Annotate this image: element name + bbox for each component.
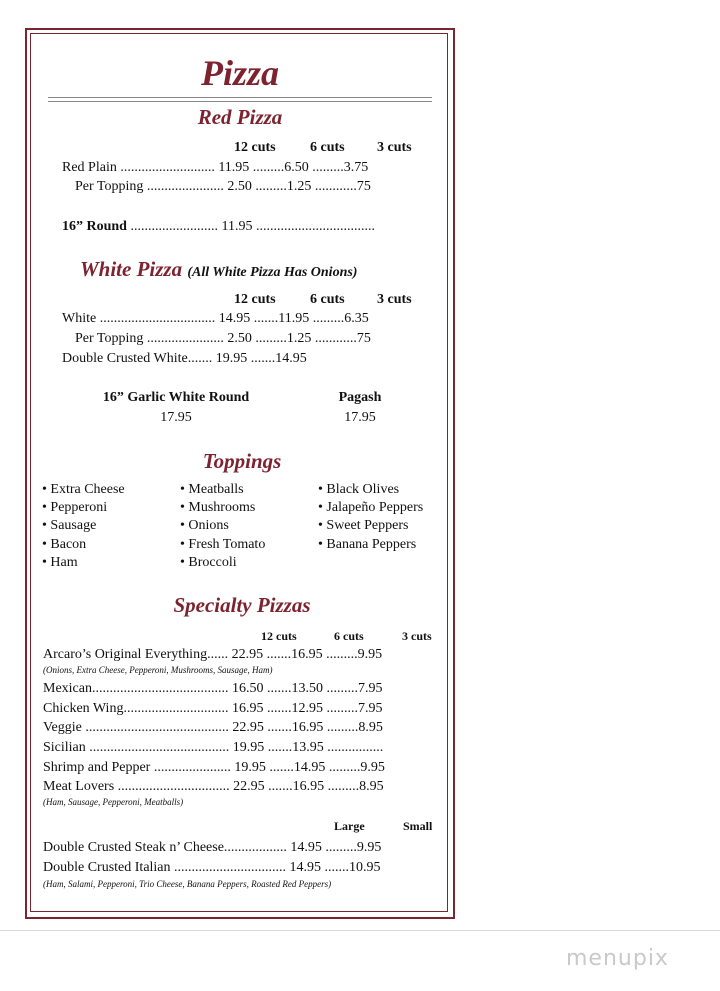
- white-row: White ................................. 14.95 .......11.95 .........6.35: [62, 311, 369, 326]
- white-pizza-note: (All White Pizza Has Onions): [187, 265, 358, 280]
- topping-item: • Fresh Tomato: [180, 537, 266, 552]
- specialty-row: Veggie ......................................... 22.95 .......16.95 .........8.95: [43, 720, 383, 735]
- italian-ingredients-note: (Ham, Salami, Pepperoni, Trio Cheese, Banana Peppers, Roasted Red Peppers): [43, 879, 332, 889]
- red-plain-row: Red Plain ........................... 11.95 .........6.50 .........3.75: [62, 160, 369, 175]
- topping-item: • Mushrooms: [180, 500, 256, 515]
- specialty-row: Arcaro’s Original Everything...... 22.95 .......16.95 .........9.95: [43, 647, 383, 662]
- red-round-row: [62, 219, 422, 235]
- topping-item: • Extra Cheese: [42, 482, 125, 497]
- specialty-header-12: 12 cuts: [261, 629, 297, 643]
- everything-ingredients-note: (Onions, Extra Cheese, Pepperoni, Mushrooms, Sausage, Ham): [43, 665, 273, 675]
- topping-item: • Sausage: [42, 518, 97, 533]
- topping-item: • Pepperoni: [42, 500, 108, 515]
- toppings-title: Toppings: [202, 449, 282, 473]
- white-header-12: 12 cuts: [234, 292, 276, 307]
- topping-item: • Black Olives: [318, 482, 400, 497]
- red-round-price: ......................... 11.95 ..................................: [126, 219, 375, 234]
- red-pizza-title: Red Pizza: [197, 105, 283, 129]
- specialty-row: Meat Lovers ................................ 22.95 .......16.95 .........8.95: [43, 779, 384, 794]
- specialty-header-3: 3 cuts: [402, 629, 432, 643]
- red-header-12: 12 cuts: [234, 140, 276, 155]
- red-round-label: 16” Round: [62, 219, 127, 234]
- menupix-watermark: menupix: [566, 946, 669, 971]
- garlic-white-round-label: 16” Garlic White Round: [102, 390, 250, 405]
- double-header-large: Large: [334, 819, 365, 833]
- topping-item: • Broccoli: [180, 555, 237, 570]
- double-crusted-white-row: Double Crusted White....... 19.95 .......14.95: [62, 351, 307, 366]
- topping-item: • Jalapeño Peppers: [318, 500, 424, 515]
- title-divider-top: [48, 97, 432, 98]
- double-crusted-row: Double Crusted Italian ................................ 14.95 .......10.95: [43, 860, 381, 875]
- page-title: Pizza: [200, 53, 279, 93]
- white-pizza-title: [80, 257, 357, 282]
- pagash-price: 17.95: [344, 410, 376, 425]
- specialty-row: Chicken Wing.............................. 16.95 .......12.95 .........7.95: [43, 701, 383, 716]
- topping-item: • Sweet Peppers: [318, 518, 409, 533]
- topping-item: • Bacon: [42, 537, 87, 552]
- title-divider-bottom: [48, 101, 432, 102]
- white-topping-row: Per Topping ...................... 2.50 .........1.25 ............75: [75, 331, 371, 346]
- specialty-row: Shrimp and Pepper ...................... 19.95 .......14.95 .........9.95: [43, 760, 385, 775]
- pagash-label: Pagash: [338, 390, 382, 405]
- double-header-small: Small: [403, 819, 433, 833]
- white-header-6: 6 cuts: [310, 292, 345, 307]
- topping-item: • Banana Peppers: [318, 537, 417, 552]
- red-topping-row: Per Topping ...................... 2.50 .........1.25 ............75: [75, 179, 371, 194]
- red-header-6: 6 cuts: [310, 140, 345, 155]
- double-crusted-row: Double Crusted Steak n’ Cheese.................. 14.95 .........9.95: [43, 840, 382, 855]
- specialty-title: Specialty Pizzas: [173, 593, 311, 617]
- specialty-header-6: 6 cuts: [334, 629, 364, 643]
- white-header-3: 3 cuts: [377, 292, 412, 307]
- meat-lovers-note: (Ham, Sausage, Pepperoni, Meatballs): [43, 797, 184, 807]
- garlic-white-round-price: 17.95: [160, 410, 192, 425]
- red-header-3: 3 cuts: [377, 140, 412, 155]
- topping-item: • Onions: [180, 518, 229, 533]
- specialty-row: Mexican....................................... 16.50 .......13.50 .........7.95: [43, 681, 383, 696]
- white-pizza-title-text: White Pizza: [80, 257, 183, 281]
- topping-item: • Ham: [42, 555, 78, 570]
- specialty-row: Sicilian ........................................ 19.95 .......13.95 ................: [43, 740, 384, 755]
- topping-item: • Meatballs: [180, 482, 244, 497]
